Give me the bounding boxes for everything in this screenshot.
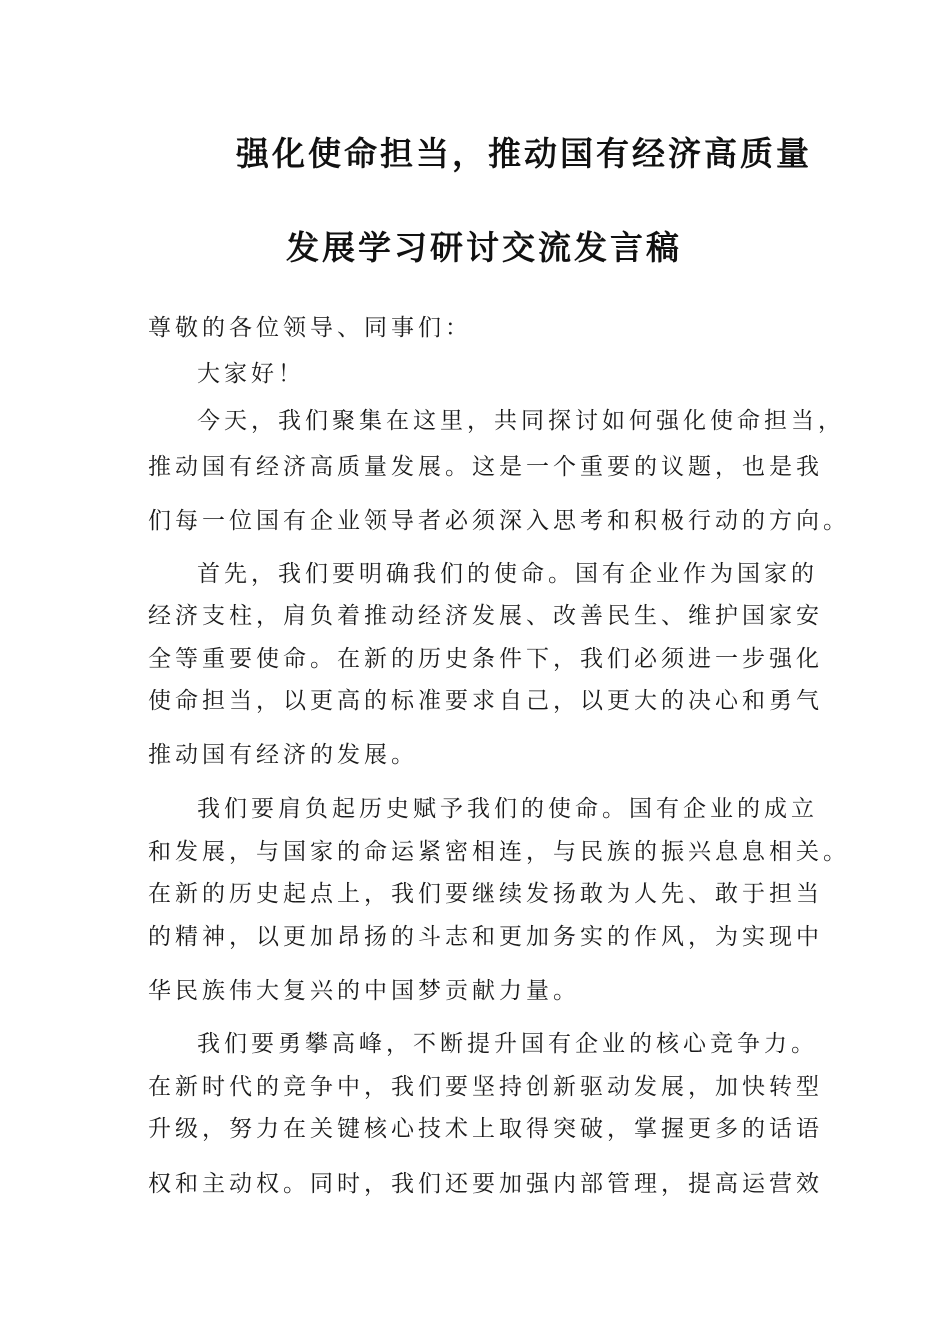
paragraph-line: 权和主动权。同时，我们还要加强内部管理，提高运营效 [148, 1171, 823, 1197]
paragraph-line: 我们要肩负起历史赋予我们的使命。国有企业的成立 [197, 796, 818, 822]
paragraph-line: 在新的历史起点上，我们要继续发扬敢为人先、敢于担当 [148, 881, 823, 907]
title-line-1: 强化使命担当，推动国有经济高质量 [236, 134, 812, 173]
paragraph-line: 们每一位国有企业领导者必须深入思考和积极行动的方向。 [148, 508, 850, 534]
title-line-2: 发展学习研讨交流发言稿 [286, 228, 682, 267]
paragraph-line: 推动国有经济的发展。 [148, 742, 418, 768]
paragraph-line: 首先，我们要明确我们的使命。国有企业作为国家的 [197, 561, 818, 587]
paragraph-line: 推动国有经济高质量发展。这是一个重要的议题，也是我 [148, 454, 823, 480]
paragraph-line: 的精神，以更加昂扬的斗志和更加务实的作风，为实现中 [148, 924, 823, 950]
paragraph-line: 和发展，与国家的命运紧密相连，与民族的振兴息息相关。 [148, 839, 850, 865]
paragraph-line: 全等重要使命。在新的历史条件下，我们必须进一步强化 [148, 646, 823, 672]
paragraph-line: 使命担当，以更高的标准要求自己，以更大的决心和勇气 [148, 688, 823, 714]
paragraph-line: 华民族伟大复兴的中国梦贡献力量。 [148, 978, 580, 1004]
paragraph-line: 我们要勇攀高峰，不断提升国有企业的核心竞争力。 [197, 1031, 818, 1057]
greeting: 大家好！ [197, 361, 305, 387]
paragraph-line: 经济支柱，肩负着推动经济发展、改善民生、维护国家安 [148, 603, 823, 629]
paragraph-line: 在新时代的竞争中，我们要坚持创新驱动发展，加快转型 [148, 1074, 823, 1100]
salutation: 尊敬的各位领导、同事们： [148, 315, 472, 341]
paragraph-line: 升级，努力在关键核心技术上取得突破，掌握更多的话语 [148, 1116, 823, 1142]
paragraph-line: 今天，我们聚集在这里，共同探讨如何强化使命担当， [197, 408, 845, 434]
